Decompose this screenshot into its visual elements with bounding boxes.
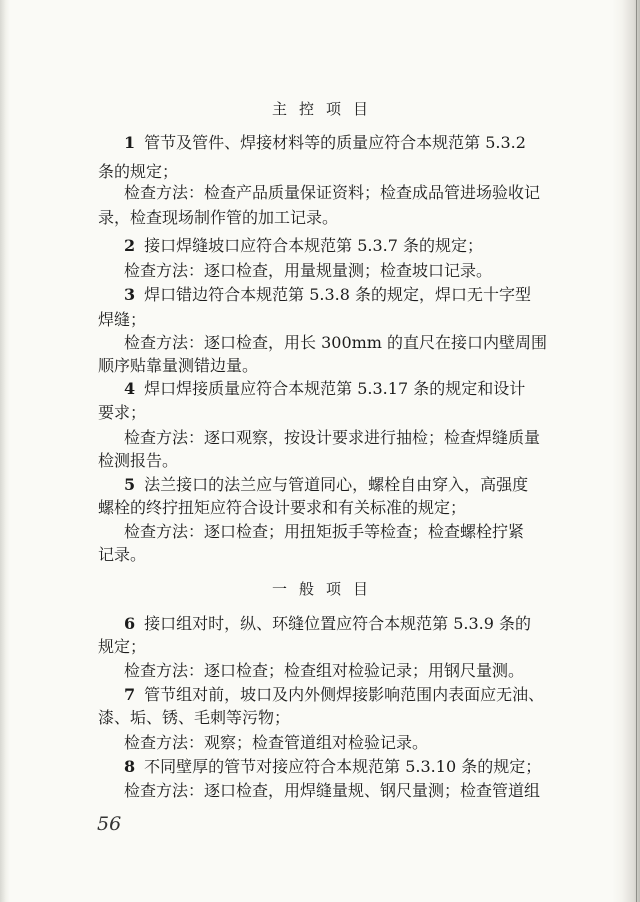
item-3-line-2: 焊缝； (98, 310, 147, 329)
item-3-method-1: 检查方法：逐口检查，用长 300mm 的直尺在接口内壁周围 (124, 333, 548, 352)
item-5-line-2: 螺栓的终拧扭矩应符合设计要求和有关标准的规定； (98, 498, 467, 517)
item-4-line-1 (124, 379, 525, 399)
item-7-number: 7 (124, 685, 136, 704)
item-2-number: 2 (124, 236, 136, 255)
item-6-text-1: 接口组对时，纵、环缝位置应符合本规范第 5.3.9 条的 (144, 614, 532, 633)
item-8-line-1 (124, 757, 541, 777)
item-4-method-2: 检测报告。 (98, 451, 179, 470)
item-8-method-1: 检查方法：逐口检查，用焊缝量规、钢尺量测；检查管道组 (124, 781, 541, 800)
item-6-method-1: 检查方法：逐口检查；检查组对检验记录；用钢尺量测。 (124, 661, 525, 680)
item-1-method-1: 检查方法：检查产品质量保证资料；检查成品管进场验收记 (124, 183, 541, 202)
item-5-method-1: 检查方法：逐口检查；用扭矩扳手等检查；检查螺栓拧紧 (124, 522, 525, 541)
item-4-method-1: 检查方法：逐口观察，按设计要求进行抽检；检查焊缝质量 (124, 428, 541, 447)
item-3-text-1: 焊口错边符合本规范第 5.3.8 条的规定，焊口无十字型 (144, 285, 532, 304)
section-heading-main: 主控项目 (271, 100, 380, 118)
page-right-edge (612, 0, 640, 902)
item-1-method-2: 录，检查现场制作管的加工记录。 (98, 208, 339, 227)
item-4-text-1: 焊口焊接质量应符合本规范第 5.3.17 条的规定和设计 (144, 379, 526, 398)
item-5-method-2: 记录。 (98, 545, 147, 564)
item-5-number: 5 (124, 475, 136, 494)
item-1-line-1 (124, 133, 526, 153)
item-1-line-2: 条的规定； (98, 162, 179, 181)
item-6-line-2: 规定； (98, 637, 147, 656)
item-5-line-1 (124, 475, 528, 495)
item-1-number: 1 (124, 133, 136, 152)
item-2-text-1: 接口焊缝坡口应符合本规范第 5.3.7 条的规定； (144, 236, 484, 255)
item-3-line-1 (124, 285, 531, 305)
item-8-text-1: 不同壁厚的管节对接应符合本规范第 5.3.10 条的规定； (144, 757, 542, 776)
item-6-number: 6 (124, 614, 136, 633)
item-3-number: 3 (124, 285, 136, 304)
page-number: 56 (97, 813, 122, 835)
item-5-text-1: 法兰接口的法兰应与管道同心，螺栓自由穿入，高强度 (144, 475, 529, 494)
item-7-line-2: 漆、垢、锈、毛刺等污物； (98, 708, 291, 727)
item-4-line-2: 要求； (98, 403, 147, 422)
item-7-text-1: 管节组对前，坡口及内外侧焊接影响范围内表面应无油、 (144, 685, 545, 704)
item-7-method-1: 检查方法：观察；检查管道组对检验记录。 (124, 733, 429, 752)
section-heading-general: 一般项目 (271, 580, 380, 598)
item-2-line-1 (124, 236, 483, 256)
item-3-method-2: 顺序贴靠量测错边量。 (98, 356, 259, 375)
page-left-edge (0, 0, 10, 902)
item-7-line-1 (124, 685, 544, 705)
item-4-number: 4 (124, 379, 136, 398)
item-6-line-1 (124, 614, 531, 634)
item-1-text-1: 管节及管件、焊接材料等的质量应符合本规范第 5.3.2 (144, 133, 526, 152)
item-8-number: 8 (124, 757, 136, 776)
item-2-method-1: 检查方法：逐口检查，用量规量测；检查坡口记录。 (124, 261, 493, 280)
